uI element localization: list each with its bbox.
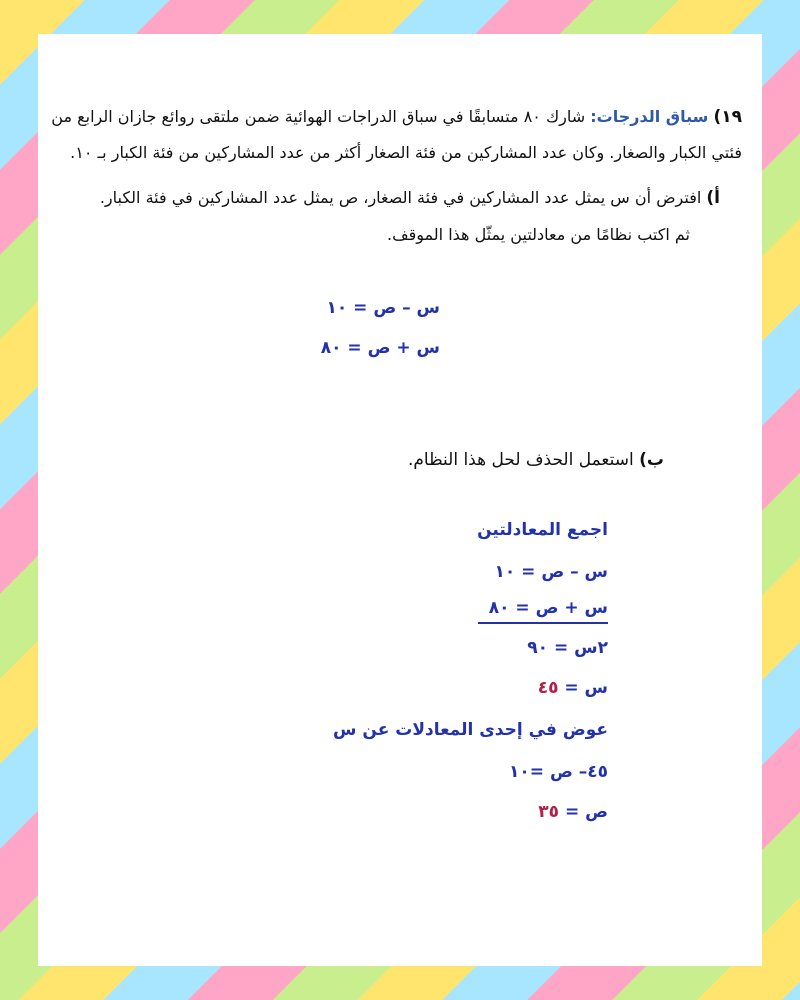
answer-b-sum <box>527 638 608 658</box>
sum-lhs: ٢س <box>574 638 608 658</box>
part-b-text: استعمل الحذف لحل هذا النظام. <box>407 450 634 470</box>
part-a-text-2: ثم اكتب نظامًا من معادلتين يمثّل هذا الموقف. <box>386 225 690 244</box>
answer-b-heading: اجمع المعادلتين <box>477 520 608 540</box>
answer-b-eq-1: س – ص = ١٠ <box>494 562 608 582</box>
answer-a-eq-2: س + ص = ٨٠ <box>320 338 440 358</box>
worksheet-card <box>38 34 762 966</box>
part-b-line <box>408 449 664 473</box>
answer-b-substitute: عوض في إحدى المعادلات عن س <box>333 720 608 740</box>
answer-b-x <box>538 678 608 698</box>
y-lhs: ص = <box>564 802 608 822</box>
x-value: ٤٥ <box>537 678 559 698</box>
part-a-text-1: افترض أن س يمثل عدد المشاركين في فئة الصغار، ص يمثل عدد المشاركين في فئة الكبار. <box>99 188 702 207</box>
y-value: ٣٥ <box>538 802 560 822</box>
sum-rule <box>478 622 608 624</box>
problem-text-2: فئتي الكبار والصغار. وكان عدد المشاركين من فئة الصغار أكثر من عدد المشاركين من فئة الكبار بـ ١٠. <box>70 143 742 162</box>
sum-rhs: = ٩٠ <box>527 638 569 658</box>
answer-a-eq-1: س – ص = ١٠ <box>326 298 440 318</box>
answer-b-y <box>538 802 608 822</box>
part-a-line-1 <box>100 187 720 211</box>
problem-line-1 <box>51 106 742 130</box>
problem-line-2 <box>70 142 742 164</box>
problem-text-1: شارك ٨٠ متسابقًا في سباق الدراجات الهوائية ضمن ملتقى روائع جازان الرابع من <box>51 107 586 126</box>
part-a-label: أ) <box>706 188 720 208</box>
part-a-line-2 <box>387 224 690 246</box>
x-lhs: س = <box>564 678 608 698</box>
problem-number: ١٩) <box>713 107 742 127</box>
answer-b-sub-eq: ٤٥– ص =١٠ <box>509 762 608 782</box>
answer-b-eq-2: س + ص = ٨٠ <box>488 598 608 618</box>
part-b-label: ب) <box>639 450 664 470</box>
problem-topic: سباق الدرجات: <box>590 107 709 126</box>
